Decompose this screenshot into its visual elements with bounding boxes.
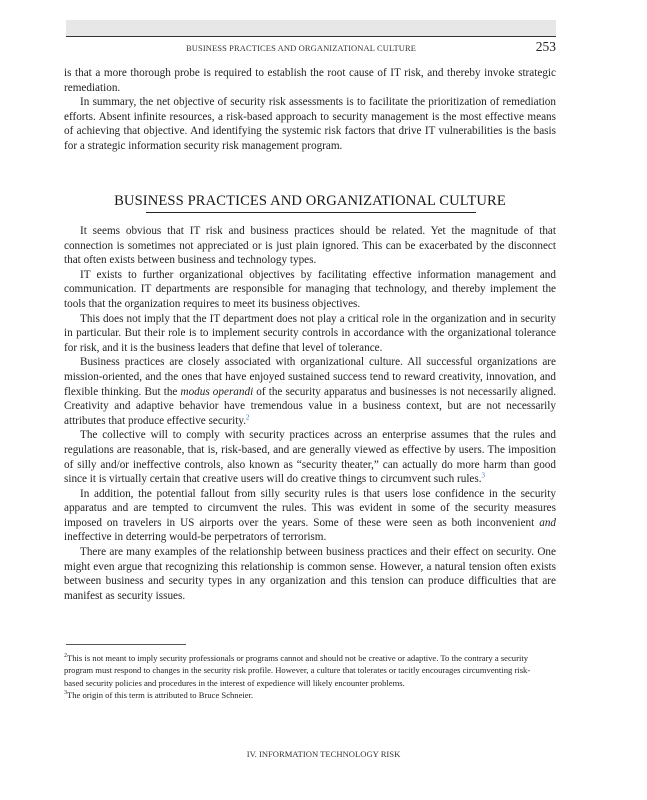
text-run: The collective will to comply with security practices across an enterprise assumes that the rules and regulations are reasonable, that is, risk-based, and are generally viewed as effective by users. The imposition of silly and/or ineffective controls, also known as “security theater,” can actually do more harm than good since it is virtually certain that creative users will do creative things to circumvent such rules.: [64, 429, 556, 486]
footnote-ref[interactable]: 2: [246, 412, 250, 421]
heading-underline: [146, 212, 476, 213]
emphasis: modus operandi: [180, 385, 254, 398]
footnote: [64, 652, 544, 689]
emphasis: and: [539, 516, 556, 529]
footnote-text: This is not meant to imply security professionals or programs cannot and should not be creative or adaptive. To the contrary a security program must respond to changes in the security risk profile. However, a culture that tolerates or tacitly encourages circumventing risk-based security policies and procedures in the interest of expedience will likely encounter problems.: [64, 653, 531, 688]
paragraph: This does not imply that the IT department does not play a critical role in the organization and in security in particular. But their role is to implement security controls in accordance with the organizational tolerance for risk, and it is the business leaders that define that level of tolerance.: [64, 312, 556, 354]
text-run: In addition, the potential fallout from silly security rules is that users lose confidence in the security apparatus and are tempted to circumvent the rules. This was evident in some of the security measures imposed on travelers in US airports over the years. Some of these were seen as both inconvenient: [64, 487, 556, 529]
footnote-ref[interactable]: 3: [481, 471, 486, 480]
footnote-rule: [66, 644, 186, 645]
section-body: [64, 224, 556, 603]
footnote-mark: 2: [64, 653, 67, 660]
footnote-mark: 3: [64, 690, 67, 697]
paragraph: [64, 428, 556, 486]
text-run: Business practices are closely associated with organizational culture. All successful organizations are mission-oriented, and the ones that have enjoyed sustained success tend to reward creativity, innovation, and flexible thinking. But the: [64, 356, 556, 398]
text-run: of the security apparatus and businesses is not necessarily aligned. Creativity and adaptive behavior have tremendous value in a business context, but are not necessarily attributes that produce effective security.: [64, 385, 556, 427]
page-number: 253: [535, 39, 556, 54]
footnote: [64, 689, 544, 701]
paragraph: There are many examples of the relationship between business practices and their effect on security. One might even argue that recognizing this relationship is common sense. However, a natural tension often exists between business and security types in any organization and this tension can produce difficulties that are manifest as security issues.: [64, 546, 556, 602]
paragraph: is that a more thorough probe is required to establish the root cause of IT risk, and thereby invoke strategic remediation.: [64, 67, 556, 94]
paragraph: [64, 487, 556, 545]
paragraph: In summary, the net objective of security risk assessments is to facilitate the prioritization of remediation efforts. Absent infinite resources, a risk-based approach to security management is the most effective means of achieving that objective. And identifying the systemic risk factors that drive IT vulnerabilities is the basis for a strategic information security risk management program.: [64, 96, 556, 152]
text-run: ineffective in deterring would-be perpetrators of terrorism.: [64, 531, 327, 544]
section-heading: BUSINESS PRACTICES AND ORGANIZATIONAL CULTURE: [114, 193, 506, 209]
paragraph: [64, 355, 556, 428]
footnotes: [64, 652, 544, 702]
section-intro: [64, 66, 556, 154]
header-rule: [66, 36, 556, 37]
paragraph: It seems obvious that IT risk and business practices should be related. Yet the magnitude of that connection is sometimes not appreciated or is just plain ignored. This can be exacerbated by the disconnect that often exists between business and technology types.: [64, 225, 556, 267]
running-title: BUSINESS PRACTICES AND ORGANIZATIONAL CULTURE: [186, 43, 417, 53]
footnote-text: The origin of this term is attributed to Bruce Schneier.: [67, 690, 254, 701]
paragraph: IT exists to further organizational objectives by facilitating effective information management and communication. IT departments are responsible for managing that technology, and thereby implement the tools that the organization requires to meet its business objectives.: [64, 268, 556, 310]
page-footer: IV. INFORMATION TECHNOLOGY RISK: [246, 749, 401, 759]
top-band: [66, 20, 556, 36]
running-header: [66, 39, 556, 58]
